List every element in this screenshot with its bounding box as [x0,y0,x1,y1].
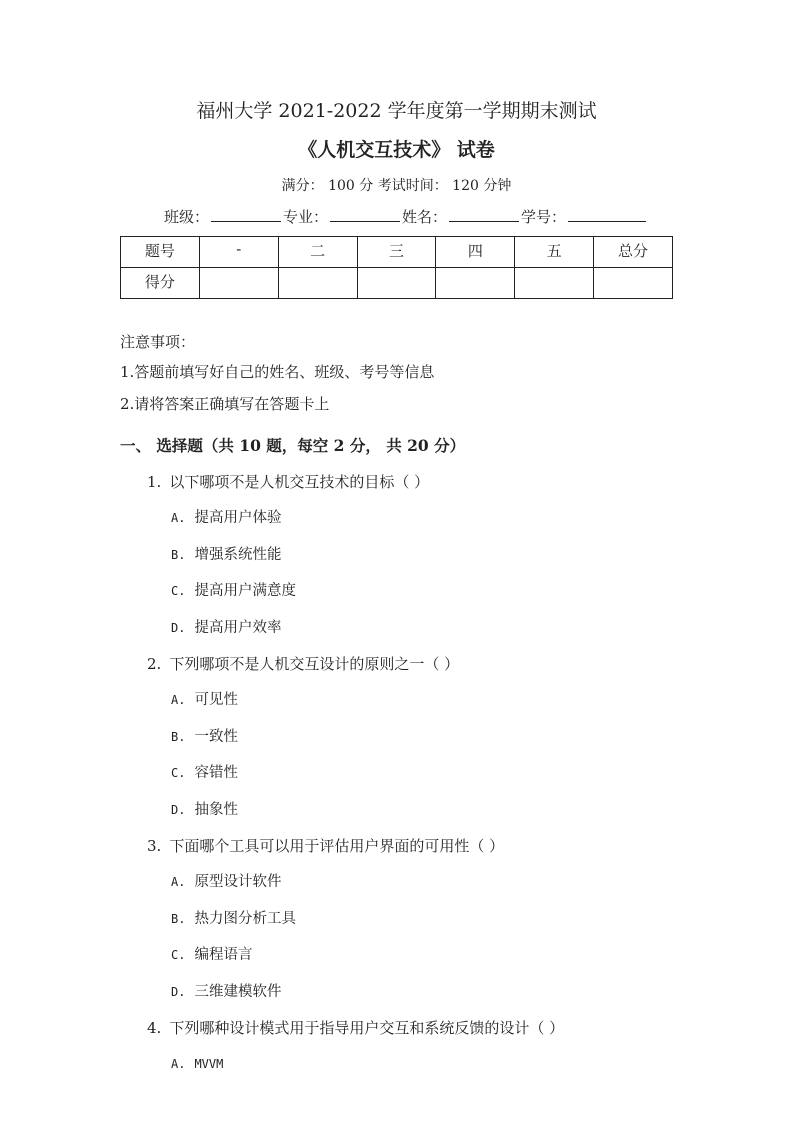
option-text: 容错性 [194,765,238,782]
option-text: 一致性 [194,728,238,745]
answer-option [171,691,238,709]
option-text: 原型设计软件 [194,874,282,891]
question [147,473,429,491]
answer-option [171,546,281,564]
answer-option [171,764,238,782]
id-label: 学号： [521,208,567,226]
option-letter: D. [171,984,186,999]
question-text: 下列哪项不是人机交互设计的原则之一（ ） [169,655,460,673]
score-cell [594,268,673,299]
header-cell: 五 [515,237,594,268]
header-cell: 题号 [121,237,200,268]
answer-option [171,910,296,928]
question-number: 1. [147,473,162,491]
option-text: 热力图分析工具 [194,910,296,927]
score-row [121,268,673,299]
score-cell [357,268,436,299]
option-letter: B. [171,547,186,562]
major-blank[interactable] [330,207,400,222]
name-blank[interactable] [449,207,519,222]
option-text: 提高用户体验 [194,510,282,527]
score-time-line: 满分： 100 分 考试时间： 120 分钟 [281,178,512,194]
answer-option [171,1055,223,1073]
option-text: MVVM [194,1057,224,1072]
option-text: 提高用户效率 [194,619,282,636]
exam-title: 福州大学 2021-2022 学年度第一学期期末测试 [196,100,597,122]
option-text: 提高用户满意度 [194,583,296,600]
option-letter: A. [171,511,186,526]
answer-option [171,983,281,1001]
score-cell [515,268,594,299]
score-cell [278,268,357,299]
score-table [120,236,673,299]
major-label: 专业： [283,208,329,226]
answer-option [171,801,238,819]
score-cell [199,268,278,299]
answer-option [171,582,296,600]
notes-title: 注意事项： [120,333,196,351]
header-cell: - [199,237,278,268]
note-item: 2.请将答案正确填写在答题卡上 [120,395,330,413]
question-text: 下面哪个工具可以用于评估用户界面的可用性（ ） [169,837,505,855]
answer-option [171,509,281,527]
exam-subtitle: 《人机交互技术》 试卷 [298,139,495,161]
option-letter: B. [171,911,186,926]
section-title: 一、 选择题（共 10 题，每空 2 分， 共 20 分） [120,436,466,455]
option-letter: D. [171,802,186,817]
answer-option [171,873,281,891]
name-label: 姓名： [402,208,448,226]
score-table-header [121,237,673,268]
question-number: 2. [147,655,162,673]
option-letter: A. [171,1057,186,1072]
option-letter: D. [171,620,186,635]
question-number: 3. [147,837,162,855]
question-text: 以下哪项不是人机交互技术的目标（ ） [169,473,430,491]
header-cell: 四 [436,237,515,268]
question [147,837,504,855]
header-cell: 三 [357,237,436,268]
option-letter: C. [171,948,186,963]
question [147,655,459,673]
answer-option [171,946,252,964]
question-text: 下列哪种设计模式用于指导用户交互和系统反馈的设计（ ） [169,1019,565,1037]
option-letter: B. [171,729,186,744]
score-cell [436,268,515,299]
class-label: 班级： [164,208,210,226]
option-text: 增强系统性能 [194,546,282,563]
option-letter: C. [171,584,186,599]
option-text: 三维建模软件 [194,983,282,1000]
option-letter: C. [171,766,186,781]
option-text: 编程语言 [194,947,253,964]
option-letter: A. [171,875,186,890]
question [147,1019,564,1037]
id-blank[interactable] [568,207,646,222]
row-label: 得分 [121,268,200,299]
option-letter: A. [171,693,186,708]
answer-option [171,619,281,637]
student-info-line [164,207,648,226]
question-number: 4. [147,1019,162,1037]
option-text: 抽象性 [194,801,238,818]
class-blank[interactable] [211,207,281,222]
header-cell: 二 [278,237,357,268]
option-text: 可见性 [194,692,238,709]
header-cell: 总分 [594,237,673,268]
note-item: 1.答题前填写好自己的姓名、班级、考号等信息 [120,363,435,381]
answer-option [171,728,238,746]
